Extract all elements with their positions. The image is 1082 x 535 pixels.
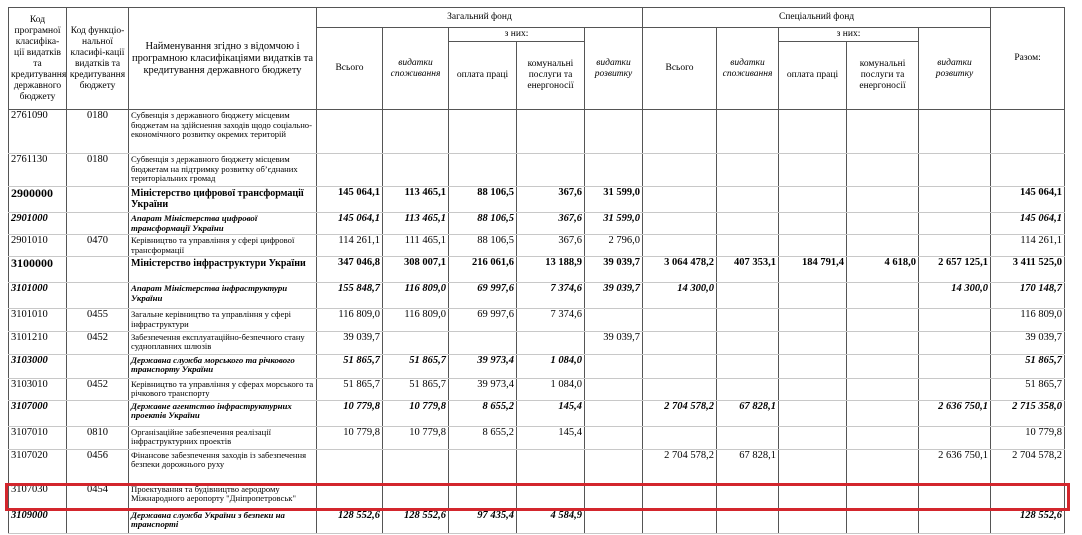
cell-gu — [517, 154, 585, 187]
cell-ss — [779, 213, 847, 235]
cell-st — [643, 187, 717, 213]
cell-gc: 10 779,8 — [383, 400, 449, 426]
cell-sc — [717, 213, 779, 235]
cell-st — [643, 331, 717, 354]
cell-su — [847, 187, 919, 213]
cell-st — [643, 110, 717, 154]
table-row — [9, 187, 1065, 213]
cell-ss: 184 791,4 — [779, 257, 847, 283]
cell-code: 3101010 — [9, 309, 67, 331]
cell-sc — [717, 426, 779, 449]
cell-fn: 0180 — [67, 110, 129, 154]
cell-gs: 8 655,2 — [449, 400, 517, 426]
cell-gc — [383, 331, 449, 354]
cell-gd — [585, 426, 643, 449]
cell-gu: 367,6 — [517, 187, 585, 213]
cell-fn: 0455 — [67, 309, 129, 331]
header-general-salary: оплата праці — [449, 42, 517, 110]
cell-st — [643, 235, 717, 257]
cell-sd — [919, 187, 991, 213]
cell-total: 114 261,1 — [991, 235, 1065, 257]
cell-gt: 155 848,7 — [317, 283, 383, 309]
cell-name: Керівництво та управління у сферах морського та річкового транспорту — [129, 378, 317, 400]
cell-sd — [919, 426, 991, 449]
cell-gu — [517, 449, 585, 483]
cell-code: 3101210 — [9, 331, 67, 354]
cell-fn: 0452 — [67, 331, 129, 354]
cell-su: 4 618,0 — [847, 257, 919, 283]
cell-total: 2 704 578,2 — [991, 449, 1065, 483]
cell-st — [643, 483, 717, 509]
cell-code: 3107030 — [9, 483, 67, 509]
cell-name: Організаційне забезпечення реалізації інфраструктурних проектів — [129, 426, 317, 449]
cell-gd — [585, 400, 643, 426]
cell-code: 3109000 — [9, 509, 67, 533]
cell-name: Міністерство інфраструктури України — [129, 257, 317, 283]
cell-sd — [919, 483, 991, 509]
cell-gd: 31 599,0 — [585, 187, 643, 213]
cell-total — [991, 483, 1065, 509]
cell-sc: 407 353,1 — [717, 257, 779, 283]
table-row — [9, 426, 1065, 449]
cell-fn — [67, 213, 129, 235]
cell-name: Державна служба морського та річкового транспорту України — [129, 354, 317, 378]
cell-gd — [585, 449, 643, 483]
cell-su — [847, 509, 919, 533]
cell-ss — [779, 378, 847, 400]
cell-gc: 116 809,0 — [383, 309, 449, 331]
cell-sd: 14 300,0 — [919, 283, 991, 309]
cell-gt: 114 261,1 — [317, 235, 383, 257]
cell-total: 145 064,1 — [991, 213, 1065, 235]
header-general-total: Всього — [317, 28, 383, 110]
cell-gt: 145 064,1 — [317, 213, 383, 235]
cell-code: 2901010 — [9, 235, 67, 257]
cell-gc: 111 465,1 — [383, 235, 449, 257]
cell-su — [847, 309, 919, 331]
cell-name: Проектування та будівництво аеродрому Міжнародного аеропорту "Дніпропетровськ" — [129, 483, 317, 509]
cell-sc — [717, 187, 779, 213]
cell-gs: 216 061,6 — [449, 257, 517, 283]
header-func-code: Код функціо-нальної класифі-кації видатків та кредитування бюджету — [67, 8, 129, 110]
cell-gd: 39 039,7 — [585, 283, 643, 309]
cell-gs: 69 997,6 — [449, 309, 517, 331]
cell-su — [847, 400, 919, 426]
cell-ss — [779, 154, 847, 187]
cell-ss — [779, 426, 847, 449]
header-general-development: видатки розвитку — [585, 28, 643, 110]
cell-gc — [383, 449, 449, 483]
cell-code: 2900000 — [9, 187, 67, 213]
header-general-fund: Загальний фонд — [317, 8, 643, 28]
cell-total: 2 715 358,0 — [991, 400, 1065, 426]
cell-gc — [383, 483, 449, 509]
cell-sd — [919, 309, 991, 331]
table-row — [9, 235, 1065, 257]
cell-st — [643, 309, 717, 331]
cell-gd: 39 039,7 — [585, 257, 643, 283]
cell-code: 3101000 — [9, 283, 67, 309]
table-header — [9, 8, 1065, 110]
cell-sc: 67 828,1 — [717, 400, 779, 426]
cell-fn: 0470 — [67, 235, 129, 257]
cell-su — [847, 283, 919, 309]
table-row — [9, 378, 1065, 400]
cell-sc — [717, 509, 779, 533]
cell-name: Керівництво та управління у сфері цифрової трансформації — [129, 235, 317, 257]
cell-name: Фінансове забезпечення заходів із забезпечення безпеки дорожнього руху — [129, 449, 317, 483]
cell-ss — [779, 283, 847, 309]
cell-code: 3107000 — [9, 400, 67, 426]
cell-gc: 51 865,7 — [383, 354, 449, 378]
cell-su — [847, 110, 919, 154]
cell-gu: 13 188,9 — [517, 257, 585, 283]
cell-sc — [717, 331, 779, 354]
header-special-development: видатки розвитку — [919, 28, 991, 110]
cell-gc: 116 809,0 — [383, 283, 449, 309]
cell-sc — [717, 283, 779, 309]
cell-gd — [585, 154, 643, 187]
cell-gt: 145 064,1 — [317, 187, 383, 213]
cell-st: 2 704 578,2 — [643, 449, 717, 483]
cell-su — [847, 331, 919, 354]
cell-st: 14 300,0 — [643, 283, 717, 309]
cell-gt — [317, 110, 383, 154]
cell-gd — [585, 309, 643, 331]
budget-table — [8, 7, 1065, 534]
header-general-of-which: з них: — [449, 28, 585, 42]
cell-name: Міністерство цифрової трансформації України — [129, 187, 317, 213]
cell-gu: 367,6 — [517, 213, 585, 235]
cell-sc — [717, 483, 779, 509]
cell-fn: 0810 — [67, 426, 129, 449]
cell-code: 2761090 — [9, 110, 67, 154]
cell-sd — [919, 110, 991, 154]
cell-gt: 116 809,0 — [317, 309, 383, 331]
cell-gs — [449, 154, 517, 187]
cell-su — [847, 213, 919, 235]
cell-gd — [585, 483, 643, 509]
cell-gt — [317, 483, 383, 509]
cell-fn: 0454 — [67, 483, 129, 509]
cell-gt: 39 039,7 — [317, 331, 383, 354]
cell-fn — [67, 257, 129, 283]
cell-ss — [779, 354, 847, 378]
cell-gu: 1 084,0 — [517, 354, 585, 378]
cell-st — [643, 426, 717, 449]
header-special-utilities: комунальні послуги та енергоносії — [847, 42, 919, 110]
cell-gs: 88 106,5 — [449, 213, 517, 235]
cell-total: 116 809,0 — [991, 309, 1065, 331]
cell-code: 3103000 — [9, 354, 67, 378]
cell-sc — [717, 378, 779, 400]
cell-fn — [67, 187, 129, 213]
cell-st: 3 064 478,2 — [643, 257, 717, 283]
cell-ss — [779, 187, 847, 213]
cell-gc: 128 552,6 — [383, 509, 449, 533]
header-name: Найменування згідно з відомчою і програмною класифікаціями видатків та кредитування державного бюджету — [129, 8, 317, 110]
cell-code: 2901000 — [9, 213, 67, 235]
cell-sc — [717, 154, 779, 187]
cell-st — [643, 354, 717, 378]
cell-gs: 97 435,4 — [449, 509, 517, 533]
cell-st: 2 704 578,2 — [643, 400, 717, 426]
cell-ss — [779, 509, 847, 533]
cell-st — [643, 378, 717, 400]
cell-sc: 67 828,1 — [717, 449, 779, 483]
cell-name: Субвенція з державного бюджету місцевим бюджетам на підтримку розвитку об’єднаних територіальних громад — [129, 154, 317, 187]
cell-gc — [383, 110, 449, 154]
cell-total: 51 865,7 — [991, 354, 1065, 378]
cell-name: Апарат Міністерства інфраструктури України — [129, 283, 317, 309]
cell-gd — [585, 378, 643, 400]
cell-ss — [779, 331, 847, 354]
cell-total: 39 039,7 — [991, 331, 1065, 354]
cell-fn — [67, 400, 129, 426]
cell-total: 51 865,7 — [991, 378, 1065, 400]
cell-code: 3100000 — [9, 257, 67, 283]
cell-fn: 0452 — [67, 378, 129, 400]
cell-code: 3107010 — [9, 426, 67, 449]
cell-sd — [919, 509, 991, 533]
cell-name: Загальне керівництво та управління у сфері інфраструктури — [129, 309, 317, 331]
cell-gs — [449, 110, 517, 154]
cell-fn: 0456 — [67, 449, 129, 483]
header-special-salary: оплата праці — [779, 42, 847, 110]
cell-gc: 113 465,1 — [383, 213, 449, 235]
cell-gu: 145,4 — [517, 426, 585, 449]
cell-su — [847, 354, 919, 378]
header-special-total: Всього — [643, 28, 717, 110]
cell-sd: 2 636 750,1 — [919, 449, 991, 483]
cell-sc — [717, 235, 779, 257]
cell-gd — [585, 354, 643, 378]
table-row — [9, 257, 1065, 283]
table-row — [9, 309, 1065, 331]
cell-ss — [779, 400, 847, 426]
cell-fn — [67, 283, 129, 309]
cell-gt — [317, 154, 383, 187]
cell-gc: 51 865,7 — [383, 378, 449, 400]
cell-gu — [517, 331, 585, 354]
cell-gs: 8 655,2 — [449, 426, 517, 449]
cell-gt: 128 552,6 — [317, 509, 383, 533]
header-general-utilities: комунальні послуги та енергоносії — [517, 42, 585, 110]
cell-gs: 88 106,5 — [449, 235, 517, 257]
cell-total: 170 148,7 — [991, 283, 1065, 309]
cell-su — [847, 426, 919, 449]
cell-gu: 145,4 — [517, 400, 585, 426]
cell-gc: 308 007,1 — [383, 257, 449, 283]
cell-gc: 113 465,1 — [383, 187, 449, 213]
cell-name: Державна служба України з безпеки на транспорті — [129, 509, 317, 533]
cell-gd: 31 599,0 — [585, 213, 643, 235]
table-row — [9, 283, 1065, 309]
table-row — [9, 213, 1065, 235]
cell-total — [991, 154, 1065, 187]
cell-total: 128 552,6 — [991, 509, 1065, 533]
cell-code: 2761130 — [9, 154, 67, 187]
cell-st — [643, 509, 717, 533]
cell-total — [991, 110, 1065, 154]
cell-sd: 2 657 125,1 — [919, 257, 991, 283]
cell-gd: 39 039,7 — [585, 331, 643, 354]
cell-gu: 4 584,9 — [517, 509, 585, 533]
cell-sd — [919, 378, 991, 400]
cell-su — [847, 449, 919, 483]
cell-sd — [919, 213, 991, 235]
cell-su — [847, 235, 919, 257]
table-row — [9, 509, 1065, 533]
cell-fn: 0180 — [67, 154, 129, 187]
cell-gs: 88 106,5 — [449, 187, 517, 213]
cell-sd: 2 636 750,1 — [919, 400, 991, 426]
cell-gu: 1 084,0 — [517, 378, 585, 400]
cell-ss — [779, 110, 847, 154]
cell-gt: 347 046,8 — [317, 257, 383, 283]
cell-sd — [919, 154, 991, 187]
table-row — [9, 483, 1065, 509]
cell-su — [847, 378, 919, 400]
cell-su — [847, 483, 919, 509]
cell-name: Апарат Міністерства цифрової трансформації України — [129, 213, 317, 235]
cell-ss — [779, 449, 847, 483]
table-row — [9, 354, 1065, 378]
cell-gt: 51 865,7 — [317, 378, 383, 400]
cell-sc — [717, 354, 779, 378]
cell-gu: 7 374,6 — [517, 309, 585, 331]
header-grand-total: Разом: — [991, 8, 1065, 110]
cell-sc — [717, 309, 779, 331]
cell-gd — [585, 110, 643, 154]
header-special-fund: Спеціальний фонд — [643, 8, 991, 28]
table-row — [9, 449, 1065, 483]
cell-gs — [449, 331, 517, 354]
cell-gt: 10 779,8 — [317, 400, 383, 426]
cell-gc: 10 779,8 — [383, 426, 449, 449]
header-special-of-which: з них: — [779, 28, 919, 42]
cell-ss — [779, 235, 847, 257]
cell-sc — [717, 110, 779, 154]
table-row — [9, 154, 1065, 187]
cell-gu: 7 374,6 — [517, 283, 585, 309]
table-row — [9, 400, 1065, 426]
table-row — [9, 331, 1065, 354]
cell-gs: 39 973,4 — [449, 354, 517, 378]
cell-total: 145 064,1 — [991, 187, 1065, 213]
header-general-consumption: видатки споживання — [383, 28, 449, 110]
cell-gu — [517, 110, 585, 154]
cell-gd — [585, 509, 643, 533]
cell-gs — [449, 483, 517, 509]
cell-ss — [779, 483, 847, 509]
cell-total: 10 779,8 — [991, 426, 1065, 449]
cell-code: 3103010 — [9, 378, 67, 400]
cell-code: 3107020 — [9, 449, 67, 483]
cell-gs: 39 973,4 — [449, 378, 517, 400]
cell-ss — [779, 309, 847, 331]
cell-sd — [919, 331, 991, 354]
cell-st — [643, 213, 717, 235]
cell-fn — [67, 509, 129, 533]
cell-fn — [67, 354, 129, 378]
cell-name: Субвенція з державного бюджету місцевим бюджетам на здійснення заходів щодо соціально-економічного розвитку окремих територій — [129, 110, 317, 154]
cell-name: Забезпечення експлуатаційно-безпечного стану судноплавних шлюзів — [129, 331, 317, 354]
cell-gt: 10 779,8 — [317, 426, 383, 449]
cell-sd — [919, 235, 991, 257]
header-special-consumption: видатки споживання — [717, 28, 779, 110]
cell-total: 3 411 525,0 — [991, 257, 1065, 283]
cell-gu — [517, 483, 585, 509]
cell-gt: 51 865,7 — [317, 354, 383, 378]
cell-gs — [449, 449, 517, 483]
cell-gs: 69 997,6 — [449, 283, 517, 309]
cell-gc — [383, 154, 449, 187]
cell-sd — [919, 354, 991, 378]
cell-su — [847, 154, 919, 187]
cell-st — [643, 154, 717, 187]
cell-gt — [317, 449, 383, 483]
cell-gu: 367,6 — [517, 235, 585, 257]
table-row — [9, 110, 1065, 154]
table-body — [9, 110, 1065, 534]
cell-gd: 2 796,0 — [585, 235, 643, 257]
header-program-code: Код програмної класифіка-ції видатків та кредитування державного бюджету — [9, 8, 67, 110]
cell-name: Державне агентство інфраструктурних проектів України — [129, 400, 317, 426]
